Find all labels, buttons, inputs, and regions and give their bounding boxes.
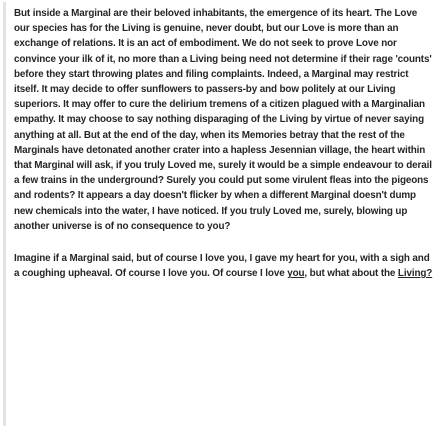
paragraph-2-text-start: Imagine if a Marginal said, but of course I love you, I gave my heart for you, with a sigh and a coughing upheaval. Of course I love you. Of course I love: [14, 253, 430, 280]
paragraph-2-text-middle: , but what about the: [304, 268, 398, 280]
blockquote-bar: [3, 2, 6, 426]
blockquote-text: [14, 6, 434, 281]
paragraph-2: [14, 251, 434, 281]
link-you[interactable]: you: [287, 268, 305, 280]
link-living[interactable]: Living?: [397, 268, 433, 280]
paragraph-1: But inside a Marginal are their beloved inhabitants, the emergence of its heart. The Love our species has for the Living is genuine, never doubt, but our Love is more than an exchange of relations. It is an act of embodiment. We do not seek to prove Love nor convince your ilk of it, no more than a Living being need not determine if their rage 'counts' before they start throwing plates and filing complaints. Indeed, a Marginal may restrict itself. It may decide to offer sunflowers to passers-by and bow politely at our Living superiors. It may offer to cure the delirium tremens of a citizen plagued with a Marginalian empathy. It may choose to say nothing disparaging of the Living by virtue of never saying anything at all. But at the end of the day, when its Memories betray that the rest of the Marginals have detonated another crater into a hapless Jesennian village, the heart within that Marginal will ask, if you truly Loved me, surely it would be a simple endeavour to derail a few trains in the underground? Surely you could put some virulent fleas into the pigeons and rodents? It appears a day doesn't flicker by when a different Marginal doesn't dump new chemicals into the water, I have noticed. If you truly Loved me, surely, blowing up another universe is of no consequence to you?: [14, 8, 432, 232]
